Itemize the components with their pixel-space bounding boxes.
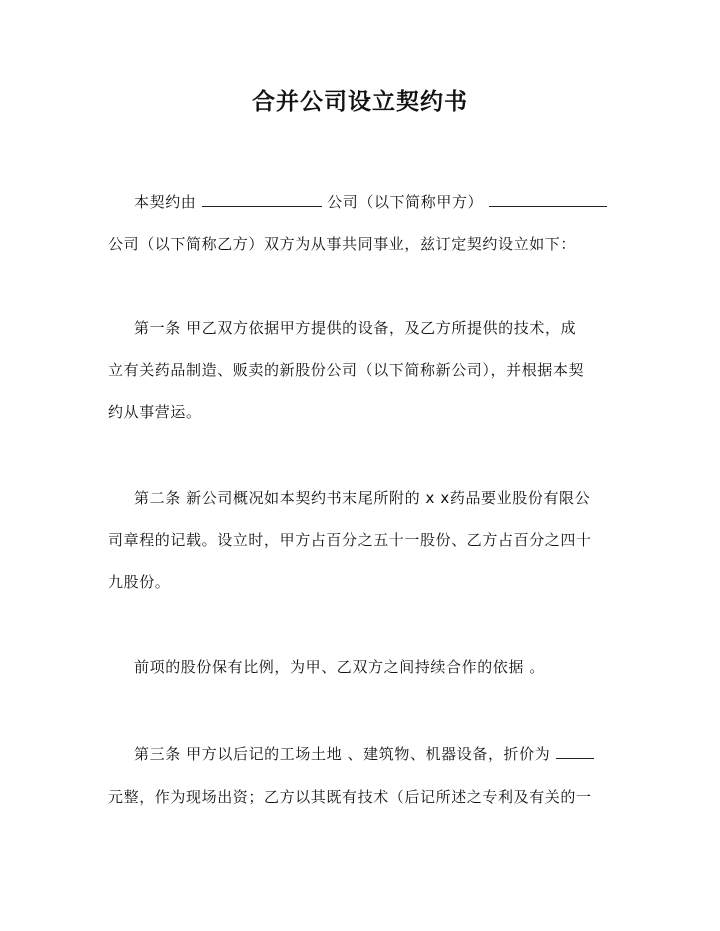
intro-line-2: 公司（以下简称乙方）双方为从事共同事业，兹订定契约设立如下： <box>108 235 577 253</box>
intro-text-2: 公司（以下简称甲方） <box>327 193 484 211</box>
intro-text-1: 本契约由 <box>134 193 197 211</box>
party-b-blank <box>489 191 607 207</box>
paragraph-3-line-1: 前项的股份保有比例，为甲、乙双方之间持续合作的依据 。 <box>134 658 545 676</box>
intro-line-1 <box>134 190 624 214</box>
article-1-line-2: 立有关药品制造、贩卖的新股份公司（以下简称新公司），并根据本契 <box>108 361 585 379</box>
article-2-line-1: 第二条 新公司概况如本契约书末尾所附的 x x药品要业股份有限公 <box>134 489 591 507</box>
article-2-line-2: 司章程的记载。设立时，甲方占百分之五十一股份、乙方占百分之四十 <box>108 531 592 549</box>
document-title: 合并公司设立契约书 <box>252 89 468 115</box>
price-blank <box>556 743 594 759</box>
article-3-line-1 <box>134 742 624 766</box>
article-3-text-1: 第三条 甲方以后记的工场土地 、建筑物、机器设备，折价为 <box>134 745 551 763</box>
article-3-line-2: 元整，作为现场出资；乙方以其既有技术（后记所述之专利及有关的一 <box>108 788 592 806</box>
article-1-line-1: 第一条 甲乙双方依据甲方提供的设备，及乙方所提供的技术，成 <box>134 319 577 337</box>
party-a-blank <box>202 191 322 207</box>
article-2-line-3: 九股份。 <box>108 573 171 591</box>
article-1-line-3: 约从事营运。 <box>108 403 202 421</box>
